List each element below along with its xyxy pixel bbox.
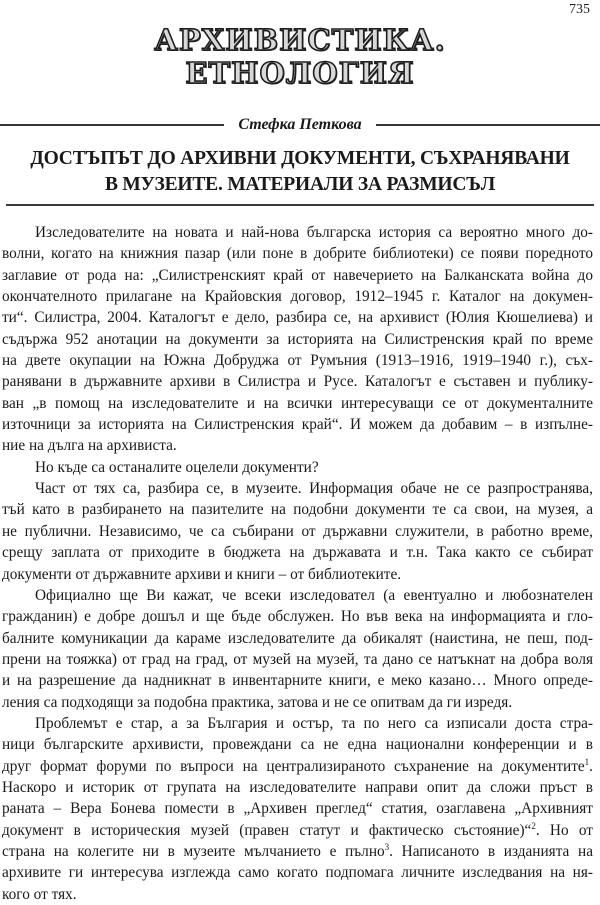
- footnote-ref-1[interactable]: 1: [584, 756, 590, 767]
- line-text: страна на колегите ни в музеите мълчанието е пълно: [2, 842, 385, 860]
- line-text: . Но от: [535, 821, 593, 839]
- section-title-line-1: АРХИВИСТИКА.: [154, 23, 446, 57]
- article-title-line-1: ДОСТЪПЪТ ДО АРХИВНИ ДОКУМЕНТИ, СЪХРАНЯВАНИ: [30, 148, 570, 169]
- text-line: Част от тях са, разбира се, в музеите. Информация обаче не се разпространява,: [35, 480, 593, 498]
- line-text: . Написаното в изданията на: [389, 842, 593, 860]
- text-line: [2, 820, 593, 841]
- paragraph: [2, 478, 593, 585]
- text-line: прени на тояжка) от град на град, от музей на музей, та дано се натъкнат на добра воля: [2, 650, 593, 668]
- text-line: Но къде са останалите оцелели документи?: [35, 458, 319, 476]
- author-rule-left: [0, 124, 224, 126]
- author-byline: [0, 114, 600, 136]
- paragraph: [2, 222, 593, 457]
- text-line: гражданин) е добре дошъл и ще бъде обслужен. Но във века на информацията и гло-: [2, 608, 593, 626]
- article-title-line-2: В МУЗЕИТЕ. МАТЕРИАЛИ ЗА РАЗМИСЪЛ: [104, 174, 496, 195]
- text-line: кого от тях.: [2, 885, 77, 903]
- text-line: ления са подходящи за подобна практика, затова и не се опитвам да ги изредя.: [2, 693, 513, 711]
- text-line: на двете окупации на Южна Добруджа от Румъния (1913–1916, 1919–1940 г.), съх-: [2, 352, 593, 370]
- paragraph: [2, 457, 593, 478]
- text-line: раната – Вера Бонева помести в „Архивен преглед“ статия, озаглавена „Архивният: [2, 800, 593, 818]
- text-line: [2, 841, 593, 862]
- text-line: източници за историята на Силистренския край“. И можем да добавим – в изпълне-: [2, 416, 593, 434]
- page-number: 735: [569, 2, 590, 17]
- footnote-ref-2[interactable]: 2: [531, 820, 536, 831]
- section-title-line-2: ЕТНОЛОГИЯ: [185, 56, 415, 90]
- text-line: не публични. Независимо, че са събирани от държавни служители, в работно време,: [2, 522, 593, 540]
- text-line: съдържа 952 анотации на документи за историята на Силистренския край по време: [2, 330, 593, 348]
- text-line: документи от държавните архиви и книги – от библиотеките.: [2, 565, 402, 583]
- text-line: архивите ги интересува изглежда само когато подпомага личните изследвания на ня-: [2, 864, 593, 882]
- text-line: ние на дълга на архивиста.: [2, 437, 177, 455]
- line-text: .: [589, 757, 593, 775]
- line-text: документ в историческия музей (правен статут и фактическо състояние)“: [2, 821, 532, 839]
- text-line: Изследователите на новата и най-нова българска история са вероятно много до-: [35, 224, 593, 241]
- title-divider: [6, 204, 594, 206]
- text-line: ранявани в държавните архиви в Силистра и Русе. Каталогът е съставен и публику-: [2, 373, 593, 391]
- article-title: [0, 146, 600, 198]
- article-body: [2, 222, 593, 905]
- author-rule-right: [376, 124, 600, 126]
- text-line: окончателното прилагане на Крайовския договор, 1912–1945 г. Каталог на докумен-: [2, 288, 593, 306]
- text-line: балните комуникации да караме изследователите да обикалят (наистина, не пеш, под-: [2, 629, 593, 647]
- text-line: и на разрешение да надникнат в инвентарните книги, е меко казано… Много опреде-: [2, 672, 593, 690]
- text-line: срещу заплата от приходите в бюджета на държавата и т.н. Така както се събират: [2, 544, 593, 562]
- paragraph: [2, 585, 593, 713]
- text-line: тъй като в разбирането на пазителите на подобни документи те са свои, на музея, а: [2, 501, 593, 519]
- paragraph: [2, 713, 593, 905]
- text-line: [2, 756, 593, 777]
- text-line: Наскоро и историк от групата на изследователите направи опит да сложи пръст в: [2, 778, 593, 796]
- text-line: Официално ще Ви кажат, че всеки изследовател (а евентуално и любознателен: [35, 586, 593, 604]
- line-text: друг формат форуми по въпроси на централизираното съхранение на документите: [2, 757, 585, 775]
- text-line: Проблемът е стар, а за България и остър, та по него са изписали доста стра-: [35, 714, 593, 732]
- author-name: Стефка Петкова: [238, 116, 362, 133]
- section-title: [0, 24, 600, 90]
- text-line: ван „в помощ на изследователите и на всички интересуващи се от документалните: [2, 394, 593, 412]
- text-line: заглавие от рода на: „Силистренският край от навечерието на Балканската война до: [2, 266, 593, 284]
- text-line: волни, когато на книжния пазар (или поне в добрите библиотеки) се появи поредното: [2, 245, 593, 263]
- text-line: ници българските архивисти, провеждани са не една национални конференции и в: [2, 736, 593, 754]
- footnote-ref-3[interactable]: 3: [384, 841, 390, 852]
- text-line: ти“. Силистра, 2004. Каталогът е дело, разбира се, на архивист (Юлия Кюшелиева) и: [2, 309, 593, 327]
